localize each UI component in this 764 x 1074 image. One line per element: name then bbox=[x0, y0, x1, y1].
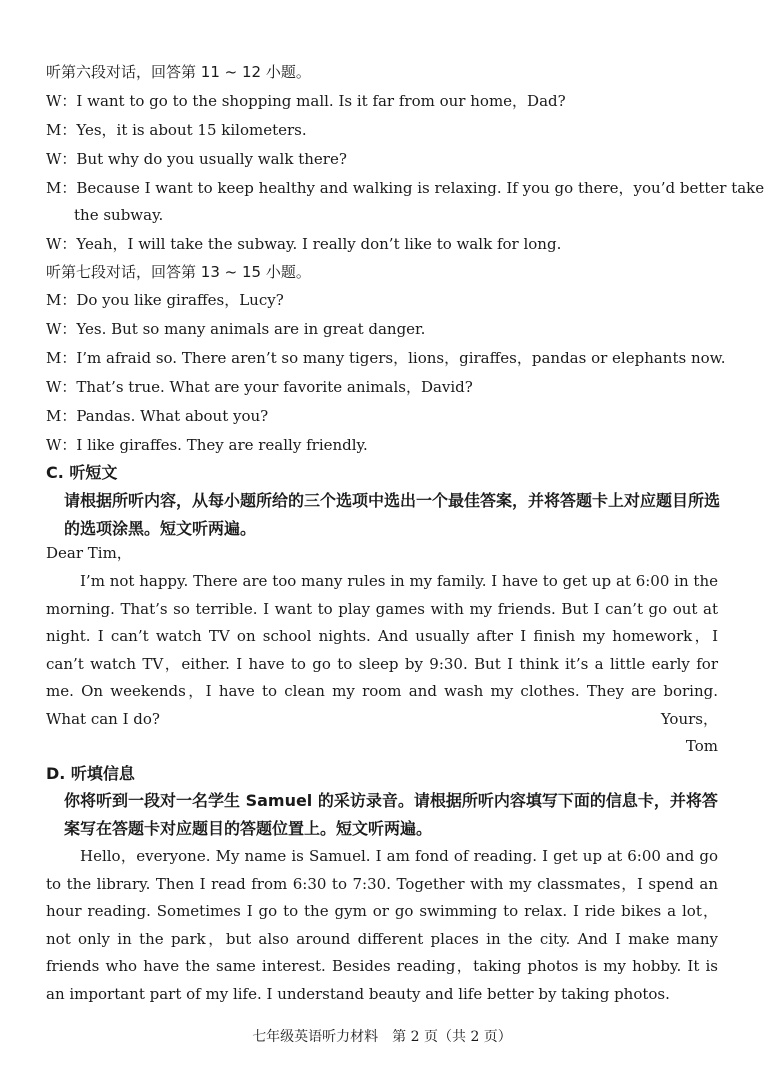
dialogue-line: W：But why do you usually walk there? bbox=[46, 150, 347, 168]
letter-body: I’m not happy. There are too many rules in my family. I have to get up at 6:00 in the morning. That’s so terrible. I want to play games with my friends. But I can’t go out at night. I can’t watch TV on school nights. And usually after I finish my homework，I can’t watch TV，either. I have to go to sleep by 9:30. But I think it’s a little early for me. On weekends，I have to clean my room and wash my clothes. They are boring. What can I do? bbox=[46, 572, 718, 728]
dialogue-line: M：I’m afraid so. There aren’t so many tigers，lions，giraffes，pandas or elephants now. bbox=[46, 349, 726, 367]
section-seven-heading: 听第七段对话，回答第 13 ~ 15 小题。 bbox=[46, 263, 311, 281]
letter-closing: Yours， bbox=[660, 710, 718, 728]
dialogue-line: M：Pandas. What about you? bbox=[46, 407, 269, 425]
part-c-instruction: 请根据所听内容，从每小题所给的三个选项中选出一个最佳答案，并将答题卡上对应题目所选的选项涂黑。短文听两遍。 bbox=[64, 491, 721, 538]
dialogue-line: W：I like giraffes. They are really friendly. bbox=[46, 436, 368, 454]
letter-salutation: Dear Tim， bbox=[46, 544, 132, 562]
dialogue-line: W：Yeah，I will take the subway. I really don’t like to walk for long. bbox=[46, 235, 562, 253]
dialogue-line: W：Yes. But so many animals are in great danger. bbox=[46, 320, 426, 338]
part-d-title: D. 听填信息 bbox=[46, 764, 135, 783]
page-footer: 七年级英语听力材料 第 2 页（共 2 页） bbox=[252, 1029, 512, 1045]
part-d-instruction: 你将听到一段对一名学生 Samuel 的采访录音。请根据所听内容填写下面的信息卡，并将答案写在答题卡对应题目的答题位置上。短文听两遍。 bbox=[64, 791, 718, 838]
section-six-heading: 听第六段对话，回答第 11 ~ 12 小题。 bbox=[46, 63, 311, 81]
dialogue-line: W：That’s true. What are your favorite animals，David? bbox=[46, 378, 473, 396]
dialogue-line: M：Yes，it is about 15 kilometers. bbox=[46, 121, 307, 139]
letter-signature: Tom bbox=[685, 737, 718, 755]
part-c-title: C. 听短文 bbox=[46, 463, 118, 482]
dialogue-line: M：Because I want to keep healthy and walking is relaxing. If you go there，you’d better take bbox=[46, 179, 764, 197]
dialogue-line-continued: the subway. bbox=[74, 206, 164, 224]
dialogue-line: W：I want to go to the shopping mall. Is it far from our home，Dad? bbox=[46, 92, 566, 110]
passage-body: Hello，everyone. My name is Samuel. I am fond of reading. I get up at 6:00 and go to the library. Then I read from 6:30 to 7:30. Together with my classmates，I spend an hour reading. Sometimes I go to the gym or go swimming to relax. I ride bikes a lot，not only in the park，but also around different places in the city. And I make many friends who have the same interest. Besides reading，taking photos is my hobby. It is an important part of my life. I understand beauty and life better by taking photos. bbox=[46, 847, 718, 1003]
dialogue-line: M：Do you like giraffes，Lucy? bbox=[46, 291, 284, 309]
